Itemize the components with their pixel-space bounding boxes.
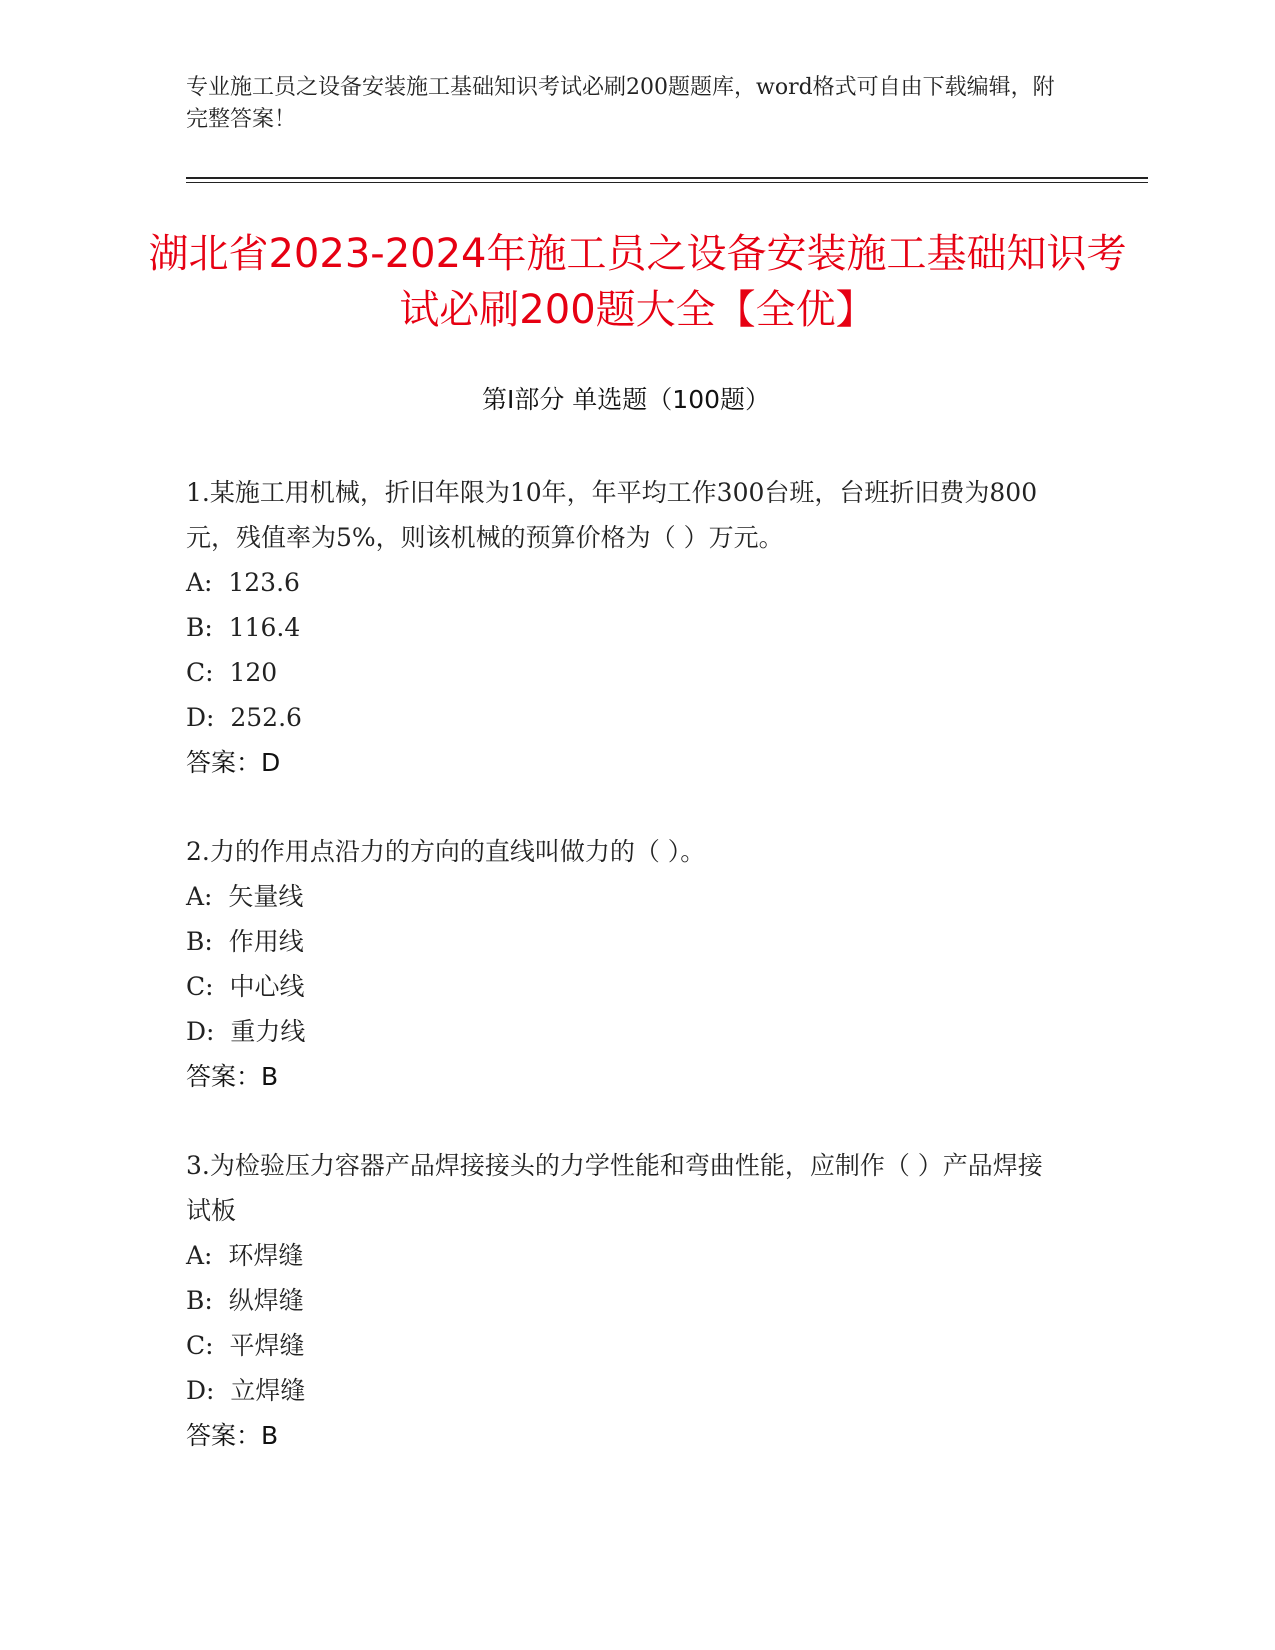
option-d: D: 立焊缝: [186, 1376, 306, 1405]
option-c: C: 平焊缝: [186, 1331, 305, 1360]
question-2: [186, 829, 1066, 1099]
option-a: A: 123.6: [186, 568, 300, 597]
option-c: C: 120: [186, 658, 278, 687]
question-stem: 3.为检验压力容器产品焊接接头的力学性能和弯曲性能，应制作（ ）产品焊接试板: [186, 1151, 1043, 1225]
option-b: B: 116.4: [186, 613, 301, 642]
header-rule-thin: [186, 182, 1148, 183]
header-note: 专业施工员之设备安装施工基础知识考试必刷200题题库，word格式可自由下载编辑，附完整答案！: [186, 75, 1055, 132]
question-1: [186, 470, 1066, 785]
question-3: [186, 1143, 1066, 1458]
header-rule-thick: [186, 177, 1148, 179]
option-b: B: 纵焊缝: [186, 1286, 304, 1315]
option-a: A: 环焊缝: [186, 1241, 304, 1270]
option-d: D: 252.6: [186, 703, 302, 732]
answer: 答案：B: [186, 1062, 279, 1091]
question-stem: 2.力的作用点沿力的方向的直线叫做力的（ ）。: [186, 837, 706, 866]
answer: 答案：B: [186, 1421, 279, 1450]
question-stem: 1.某施工用机械，折旧年限为10年，年平均工作300台班，台班折旧费为800元，残值率为5%，则该机械的预算价格为（ ）万元。: [186, 478, 1038, 552]
option-a: A: 矢量线: [186, 882, 304, 911]
question-list: [186, 470, 1066, 1502]
option-b: B: 作用线: [186, 927, 304, 956]
document-title: 湖北省2023-2024年施工员之设备安装施工基础知识考试必刷200题大全【全优】: [148, 231, 1127, 333]
section-heading: 第Ⅰ部分 单选题（100题）: [481, 385, 771, 414]
option-d: D: 重力线: [186, 1017, 306, 1046]
option-c: C: 中心线: [186, 972, 305, 1001]
answer: 答案：D: [186, 748, 281, 777]
